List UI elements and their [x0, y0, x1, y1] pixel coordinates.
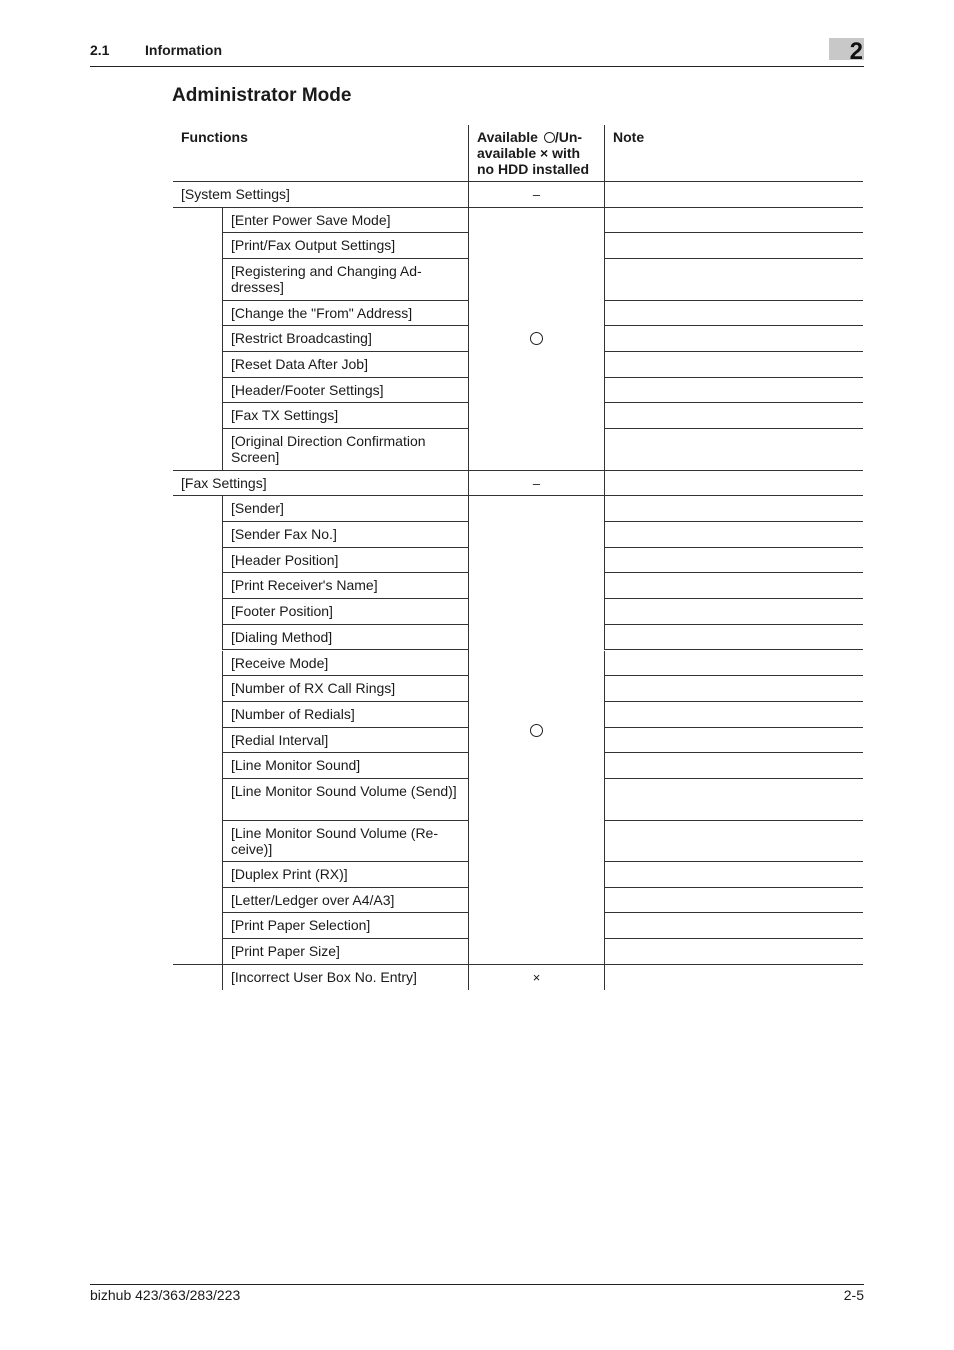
table-row: [Registering and Changing Ad-dresses] — [222, 259, 468, 301]
availability-header-post: /Un-available × with no HDD installed — [477, 129, 590, 177]
availability-mark — [469, 332, 604, 348]
table-row: [Dialing Method] — [222, 625, 468, 651]
circle-icon — [530, 724, 543, 737]
note-cell — [604, 233, 863, 259]
section-number: 2.1 — [90, 42, 110, 58]
group-availability — [468, 182, 604, 208]
merged-availability — [468, 496, 604, 965]
indent-spacer — [173, 208, 222, 471]
table-row: [Letter/Ledger over A4/A3] — [222, 888, 468, 914]
table-row: [Line Monitor Sound] — [222, 753, 468, 779]
row-availability — [468, 965, 604, 991]
circle-icon — [544, 132, 555, 143]
note-cell — [604, 259, 863, 301]
chapter-number: 2 — [849, 38, 863, 65]
availability-mark — [469, 724, 604, 740]
note-cell — [604, 599, 863, 625]
note-cell — [604, 352, 863, 378]
note-cell — [604, 821, 863, 863]
table-row: [Number of Redials] — [222, 702, 468, 728]
availability-mark: – — [532, 475, 541, 491]
table-row: [Sender] — [222, 496, 468, 522]
note-cell — [604, 779, 863, 821]
note-cell — [604, 326, 863, 352]
note-cell — [604, 378, 863, 404]
note-cell — [604, 651, 863, 677]
column-header-availability — [468, 125, 604, 182]
group-label: [Fax Settings] — [173, 471, 468, 497]
note-cell — [604, 496, 863, 522]
group-availability — [468, 471, 604, 497]
table-row: [Print/Fax Output Settings] — [222, 233, 468, 259]
note-cell — [604, 965, 863, 991]
table-row: [Print Receiver's Name] — [222, 573, 468, 599]
note-cell — [604, 182, 863, 208]
circle-icon — [530, 332, 543, 345]
note-cell — [604, 471, 863, 497]
note-cell — [604, 702, 863, 728]
page-number: 2-5 — [843, 1287, 864, 1303]
table-row: [Line Monitor Sound Volume (Re-ceive)] — [222, 821, 468, 863]
availability-header-pre: Available — [477, 129, 542, 145]
note-cell — [604, 208, 863, 234]
page-header — [90, 40, 864, 67]
note-cell — [604, 753, 863, 779]
note-cell — [604, 728, 863, 754]
table-row: [Change the "From" Address] — [222, 301, 468, 327]
group-label: [System Settings] — [173, 182, 468, 208]
page-footer — [90, 1284, 864, 1303]
table-row: [Restrict Broadcasting] — [222, 326, 468, 352]
merged-availability — [468, 208, 604, 471]
note-cell — [604, 913, 863, 939]
table-row: [Line Monitor Sound Volume (Send)] — [222, 779, 468, 821]
note-cell — [604, 522, 863, 548]
table-row: [Header/Footer Settings] — [222, 378, 468, 404]
column-header-note: Note — [604, 125, 863, 182]
table-row: [Sender Fax No.] — [222, 522, 468, 548]
table-row: [Incorrect User Box No. Entry] — [222, 965, 468, 991]
table-row: [Reset Data After Job] — [222, 352, 468, 378]
chapter-tab — [829, 38, 864, 65]
availability-mark: – — [532, 187, 541, 202]
note-cell — [604, 676, 863, 702]
table-row: [Duplex Print (RX)] — [222, 862, 468, 888]
note-cell — [604, 573, 863, 599]
note-cell — [604, 888, 863, 914]
table-row: [Enter Power Save Mode] — [222, 208, 468, 234]
page-title: Administrator Mode — [172, 85, 352, 106]
table-row: [Print Paper Size] — [222, 939, 468, 965]
table-row: [Header Position] — [222, 548, 468, 574]
note-cell — [604, 862, 863, 888]
table-row: [Redial Interval] — [222, 728, 468, 754]
table-row: [Print Paper Selection] — [222, 913, 468, 939]
note-cell — [604, 301, 863, 327]
availability-mark: × — [532, 969, 541, 985]
indent-spacer — [173, 496, 222, 965]
note-cell — [604, 625, 863, 651]
table-row: [Footer Position] — [222, 599, 468, 625]
model-name: bizhub 423/363/283/223 — [90, 1287, 241, 1303]
note-cell — [604, 548, 863, 574]
table-row: [Receive Mode] — [222, 651, 468, 677]
section-title: Information — [145, 42, 222, 58]
note-cell — [604, 403, 863, 429]
table-row: [Original Direction Confirmation Screen] — [222, 429, 468, 471]
note-cell — [604, 429, 863, 471]
table-row: [Fax TX Settings] — [222, 403, 468, 429]
table-row: [Number of RX Call Rings] — [222, 676, 468, 702]
note-cell — [604, 939, 863, 965]
column-header-functions: Functions — [173, 125, 468, 182]
